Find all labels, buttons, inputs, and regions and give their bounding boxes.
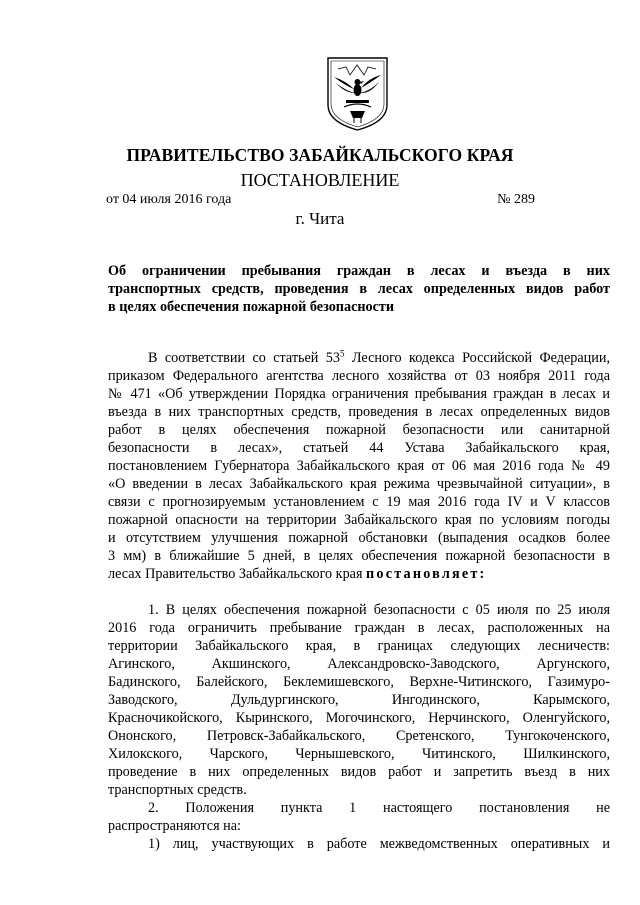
item-1-line: транспортных средств. — [108, 782, 247, 798]
preamble-line: 3 мм) в ближайшие 5 дней, в целях обеспечения пожарной безопасности в — [108, 548, 610, 564]
preamble-line: приказом Федерального агентства лесного хозяйства от 03 ноября 2011 года — [108, 368, 610, 384]
heading-line: Об ограничении пребывания граждан в лесах и въезда в них — [108, 263, 610, 279]
preamble-line: «О введении в лесах Забайкальского края режима чрезвычайной ситуации», в — [108, 476, 610, 492]
item-1-line: территории Забайкальского края, в границах следующих лесничеств: — [108, 638, 610, 654]
document-date: от 04 июля 2016 года — [106, 192, 232, 207]
preamble-line: постановлением Губернатора Забайкальского края от 06 мая 2016 года № 49 — [108, 458, 610, 474]
preamble-line: безопасности в лесах», статьей 44 Устава Забайкальского края, — [108, 440, 610, 456]
preamble-text: Лесного кодекса Российской Федерации, — [344, 350, 610, 366]
document-city: г. Чита — [295, 209, 345, 228]
preamble-line: связи с прогнозируемым установлением с 19 мая 2016 года IV и V классов — [108, 494, 610, 510]
preamble-line: и отсутствием улучшения пожарной обстановки (выпадения осадков более — [108, 530, 610, 546]
document-heading — [108, 262, 610, 316]
preamble-line — [108, 349, 610, 367]
item-2-subitem-line: 1) лиц, участвующих в работе межведомственных оперативных и — [148, 836, 610, 852]
item-1-line: 1. В целях обеспечения пожарной безопасности с 05 июля по 25 июля — [148, 602, 610, 618]
preamble-line: № 471 «Об утверждении Порядка ограничения пребывания граждан в лесах и — [108, 386, 610, 402]
item-1-line: Агинского, Акшинского, Александровско-Заводского, Аргунского, — [108, 656, 610, 672]
item-1-line: Ононского, Петровск-Забайкальского, Сретенского, Тунгокоченского, — [108, 728, 610, 744]
item-1-line: проведение в них определенных видов работ и запретить въезд в них — [108, 764, 610, 780]
preamble-text: В соответствии со статьей 53 — [148, 350, 340, 366]
resolves-word: постановляет: — [366, 566, 487, 582]
preamble-line — [108, 565, 610, 583]
item-1-line: Бадинского, Балейского, Беклемишевского, Верхне-Читинского, Газимуро- — [108, 674, 610, 690]
document-body — [108, 349, 610, 853]
article-superscript: 5 — [340, 348, 345, 359]
coat-of-arms-icon — [324, 55, 391, 132]
item-2-line: 2. Положения пункта 1 настоящего постановления не — [148, 800, 610, 816]
government-title: ПРАВИТЕЛЬСТВО ЗАБАЙКАЛЬСКОГО КРАЯ — [126, 145, 514, 165]
item-1-line: Красночикойского, Кыринского, Могочинского, Нерчинского, Оленгуйского, — [108, 710, 610, 726]
document-number: № 289 — [497, 192, 535, 207]
item-2-line: распространяются на: — [108, 818, 241, 834]
preamble-text: лесах Правительство Забайкальского края — [108, 566, 367, 582]
item-1-line: Хилокского, Чарского, Чернышевского, Читинского, Шилкинского, — [108, 746, 610, 762]
preamble-line: пожарной опасности на территории Забайкальского края по условиям погоды — [108, 512, 610, 528]
preamble-line: работ в целях обеспечения пожарной безопасности или санитарной — [108, 422, 610, 438]
heading-line: в целях обеспечения пожарной безопасности — [108, 299, 395, 315]
item-1-line: Заводского, Дульдургинского, Ингодинского, Карымского, — [108, 692, 610, 708]
item-1-line: 2016 года ограничить пребывание граждан в лесах, расположенных на — [108, 620, 610, 636]
document-type: ПОСТАНОВЛЕНИЕ — [240, 170, 400, 190]
paragraph-gap — [108, 583, 610, 601]
preamble-line: въезда в них транспортных средств, проведения в лесах определенных видов — [108, 404, 610, 420]
heading-line: транспортных средств, проведения в лесах определенных видов работ — [108, 281, 610, 297]
